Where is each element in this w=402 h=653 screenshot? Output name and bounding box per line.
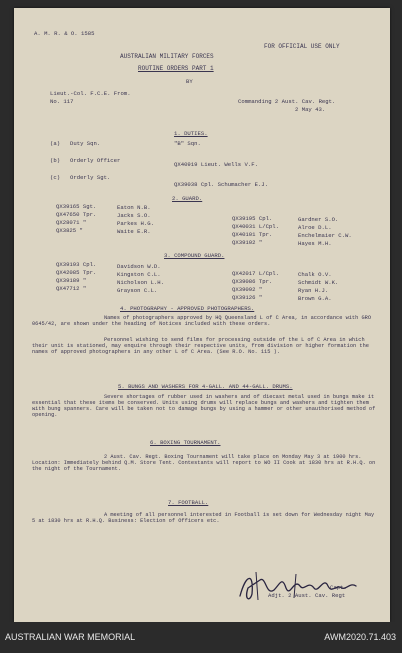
- section-compound-guard-heading: 3. COMPOUND GUARD.: [164, 252, 225, 259]
- section-bungs-heading: 5. BUNGS AND WASHERS FOR 4-GALL. AND 44-GALL. DRUMS.: [118, 383, 293, 390]
- roster-entry: QX40031 L/Cpl.: [232, 223, 279, 230]
- roster-name: Hayes M.H.: [298, 240, 332, 247]
- duty-role: Duty Sqn.: [70, 140, 101, 147]
- roster-entry: QX39165 Sgt.: [56, 203, 97, 210]
- roster-entry: QX39102 ": [232, 239, 263, 246]
- roster-entry: QX39126 ": [232, 294, 263, 301]
- footer-institution: AUSTRALIAN WAR MEMORIAL: [5, 632, 136, 642]
- roster-entry: QX3825 ": [56, 227, 83, 234]
- duty-index: (a): [50, 140, 61, 147]
- roster-entry: QX39189 ": [56, 277, 87, 284]
- signature-rank: Capt.: [330, 584, 347, 591]
- photography-paragraph-1: Names of photographers approved by HQ Queensland L of C Area, in accordance with GRO 0645/42, are shown under the heading of Notices included with these orders.: [32, 315, 372, 328]
- roster-entry: QX39193 Cpl.: [56, 261, 97, 268]
- unit-name: Commanding 2 Aust. Cav. Regt.: [238, 98, 336, 105]
- roster-name: Grayson C.L.: [117, 287, 158, 294]
- roster-entry: QX40101 Tpr.: [232, 231, 273, 238]
- roster-name: Nicholson L.H.: [117, 279, 164, 286]
- roster-entry: QX39195 Cpl.: [232, 215, 273, 222]
- duty-role: Orderly Sgt.: [70, 174, 111, 181]
- duty-index: (b): [50, 157, 61, 164]
- roster-name: Gardner S.O.: [298, 216, 339, 223]
- boxing-paragraph: 2 Aust. Cav. Regt. Boxing Tournament will take place on Monday May 3 at 1900 hrs. Location: Immediately behind Q.M. Store Tent. Contestants will report to WO II Cook at 1830 hrs at R.H.Q. on the night of the Tournament.: [32, 454, 376, 473]
- section-photography-heading: 4. PHOTOGRAPHY - APPROVED PHOTOGRAPHERS.: [120, 305, 255, 312]
- duty-assignee: "B" Sqn.: [174, 140, 201, 147]
- roster-entry: QX39086 Tpr.: [232, 278, 273, 285]
- by-line: BY: [186, 78, 193, 85]
- signature-unit: Adjt. 2 Aust. Cav. Regt: [268, 592, 346, 599]
- roster-entry: QX47712 ": [56, 285, 87, 292]
- orders-number: No. 117: [50, 98, 74, 105]
- roster-name: Chalk O.V.: [298, 271, 332, 278]
- footer-reference: AWM2020.71.403: [324, 632, 396, 642]
- roster-name: Ryan H.J.: [298, 287, 329, 294]
- roster-name: Brown G.A.: [298, 295, 332, 302]
- roster-name: Jacks S.O.: [117, 212, 151, 219]
- section-duties-heading: 1. DUTIES.: [174, 130, 208, 137]
- roster-name: Waite E.R.: [117, 228, 151, 235]
- roster-entry: QX42017 L/Cpl.: [232, 270, 279, 277]
- duty-assignee: QX40919 Lieut. Wells V.F.: [174, 161, 258, 168]
- roster-name: Schmidt W.K.: [298, 279, 339, 286]
- roster-name: Kingston C.L.: [117, 271, 161, 278]
- orders-date: 2 May 43.: [295, 106, 326, 113]
- document-page: [14, 8, 390, 622]
- section-guard-heading: 2. GUARD.: [172, 195, 203, 202]
- roster-name: Enchelmaier C.W.: [298, 232, 352, 239]
- roster-entry: QX42085 Tpr.: [56, 269, 97, 276]
- roster-name: Parkes H.G.: [117, 220, 154, 227]
- roster-name: Eaton N.B.: [117, 204, 151, 211]
- roster-entry: QX28071 ": [56, 219, 87, 226]
- photography-paragraph-2: Personnel wishing to send films for processing outside of the L of C Area in which their unit is stationed, may enquire through their respective units, from division or higher formation the names of approved photographers in any other L of C Area. (See R.O. No. 115 ).: [32, 337, 369, 356]
- duty-index: (c): [50, 174, 61, 181]
- section-football-heading: 7. FOOTBALL.: [168, 499, 209, 506]
- section-boxing-heading: 6. BOXING TOURNAMENT.: [150, 439, 221, 446]
- bungs-paragraph: Severe shortages of rubber used in washers and of diecast metal used in bungs make it essential that these items be conserved. Units using drums will replace bungs and washers and tighten them with bung spanners. Care will be taken not to damage bungs by using a hammer or other unauthorised method of opening.: [32, 394, 376, 419]
- duty-assignee: QX39038 Cpl. Schumacher E.J.: [174, 181, 268, 188]
- football-paragraph: A meeting of all personnel interested in Football is set down for Wednesday night May 5 at 1830 hrs at R.H.Q. Business: Election of Officers etc.: [32, 512, 375, 525]
- document-title: AUSTRALIAN MILITARY FORCES: [120, 53, 214, 60]
- archive-footer: [0, 622, 402, 653]
- document-subtitle: ROUTINE ORDERS PART 1: [138, 65, 214, 72]
- official-stamp: FOR OFFICIAL USE ONLY: [264, 43, 340, 50]
- commanding-officer: Lieut.-Col. F.C.E. From.: [50, 90, 131, 97]
- roster-entry: QX47650 Tpr.: [56, 211, 97, 218]
- roster-name: Davidson W.D.: [117, 263, 161, 270]
- duty-role: Orderly Officer: [70, 157, 121, 164]
- roster-name: Alroe D.L.: [298, 224, 332, 231]
- roster-entry: QX39092 ": [232, 286, 263, 293]
- form-code: A. M. R. & O. 1585: [34, 30, 95, 37]
